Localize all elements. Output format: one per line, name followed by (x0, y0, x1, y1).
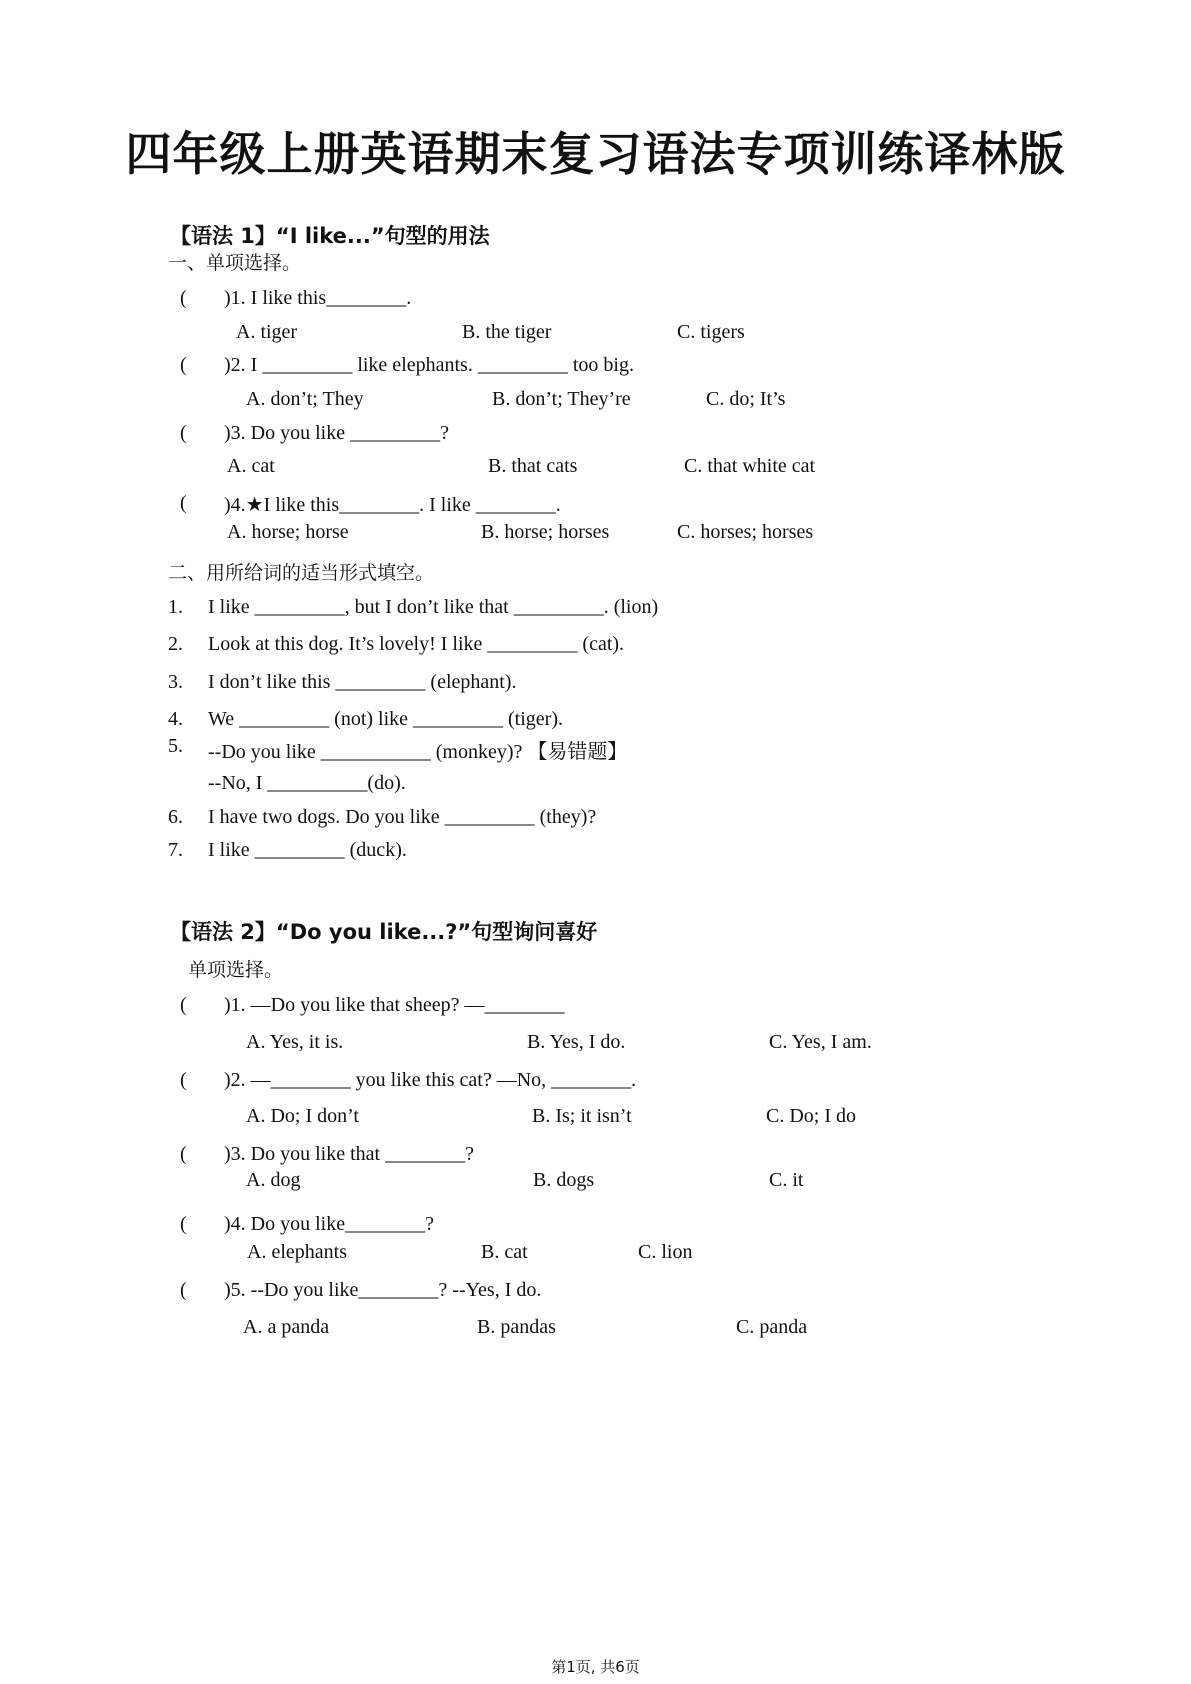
grammar2-heading: 【语法 2】“Do you like...?”句型询问喜好 (170, 920, 598, 944)
g2-q4-stem: )4. Do you like________? (224, 1213, 434, 1235)
grammar2-part-label: 单项选择。 (188, 959, 284, 981)
g1-q2-option-b: B. don’t; They’re (492, 388, 631, 410)
g2-q4-option-b: B. cat (481, 1241, 528, 1263)
fill-3-number: 3. (168, 671, 183, 693)
fill-5b-text: --No, I __________(do). (208, 772, 406, 794)
fill-2-number: 2. (168, 633, 183, 655)
g1-q4-option-b: B. horse; horses (481, 521, 610, 543)
g1-q2-option-a: A. don’t; They (246, 388, 364, 410)
fill-1-text: I like _________, but I don’t like that _________. (lion) (208, 596, 659, 618)
g2-q2-option-a: A. Do; I don’t (246, 1105, 359, 1127)
g1-q4-stem: )4.★I like this________. I like ________. (224, 494, 561, 516)
g2-q1-stem: )1. —Do you like that sheep? —________ (224, 994, 565, 1016)
g1-q4-option-c: C. horses; horses (677, 521, 814, 543)
g1-q3-option-a: A. cat (227, 455, 275, 477)
g2-q2-paren: ( (180, 1069, 187, 1091)
fill-5-text: --Do you like ___________ (monkey)? 【易错题】 (208, 741, 628, 763)
g2-q3-stem: )3. Do you like that ________? (224, 1143, 474, 1165)
g2-q2-option-c: C. Do; I do (766, 1105, 856, 1127)
g1-q3-paren: ( (180, 422, 187, 444)
g2-q2-option-b: B. Is; it isn’t (532, 1105, 632, 1127)
fill-7-text: I like _________ (duck). (208, 839, 407, 861)
g2-q1-paren: ( (180, 994, 187, 1016)
g1-q3-option-c: C. that white cat (684, 455, 816, 477)
g2-q4-option-a: A. elephants (247, 1241, 347, 1263)
fill-1-number: 1. (168, 596, 183, 618)
g1-q1-stem: )1. I like this________. (224, 287, 412, 309)
g1-q1-option-b: B. the tiger (462, 321, 552, 343)
g2-q4-paren: ( (180, 1213, 187, 1235)
g1-q2-paren: ( (180, 354, 187, 376)
g2-q5-option-a: A. a panda (243, 1316, 330, 1338)
fill-2-text: Look at this dog. It’s lovely! I like _________ (cat). (208, 633, 625, 655)
g2-q3-option-a: A. dog (246, 1169, 301, 1191)
g2-q5-option-b: B. pandas (477, 1316, 556, 1338)
fill-6-text: I have two dogs. Do you like _________ (they)? (208, 806, 597, 828)
fill-4-text: We _________ (not) like _________ (tiger). (208, 708, 563, 730)
g2-q3-option-c: C. it (769, 1169, 804, 1191)
grammar1-part2-label: 二、用所给词的适当形式填空。 (168, 562, 435, 584)
g1-q2-stem: )2. I _________ like elephants. _________ too big. (224, 354, 634, 376)
page-title: 四年级上册英语期末复习语法专项训练译林版 (125, 127, 1066, 181)
g2-q5-stem: )5. --Do you like________? --Yes, I do. (224, 1279, 542, 1301)
g2-q1-option-b: B. Yes, I do. (527, 1031, 626, 1053)
g1-q2-option-c: C. do; It’s (706, 388, 786, 410)
g2-q3-option-b: B. dogs (533, 1169, 595, 1191)
g1-q3-stem: )3. Do you like _________? (224, 422, 449, 444)
g1-q3-option-b: B. that cats (488, 455, 578, 477)
g2-q3-paren: ( (180, 1143, 187, 1165)
grammar1-part1-label: 一、单项选择。 (168, 252, 302, 274)
grammar1-heading: 【语法 1】“I like...”句型的用法 (170, 224, 490, 248)
g2-q1-option-a: A. Yes, it is. (246, 1031, 344, 1053)
g1-q1-option-c: C. tigers (677, 321, 745, 343)
g1-q4-paren: ( (180, 492, 187, 514)
g1-q1-option-a: A. tiger (236, 321, 298, 343)
fill-7-number: 7. (168, 839, 183, 861)
page-footer: 第1页, 共6页 (551, 1658, 640, 1676)
fill-4-number: 4. (168, 708, 183, 730)
fill-3-text: I don’t like this _________ (elephant). (208, 671, 517, 693)
g2-q2-stem: )2. —________ you like this cat? —No, ________. (224, 1069, 637, 1091)
fill-6-number: 6. (168, 806, 183, 828)
g2-q5-option-c: C. panda (736, 1316, 808, 1338)
g1-q4-option-a: A. horse; horse (227, 521, 349, 543)
g2-q1-option-c: C. Yes, I am. (769, 1031, 872, 1053)
g2-q5-paren: ( (180, 1279, 187, 1301)
g1-q1-paren: ( (180, 287, 187, 309)
g2-q4-option-c: C. lion (638, 1241, 693, 1263)
fill-5-number: 5. (168, 735, 183, 757)
